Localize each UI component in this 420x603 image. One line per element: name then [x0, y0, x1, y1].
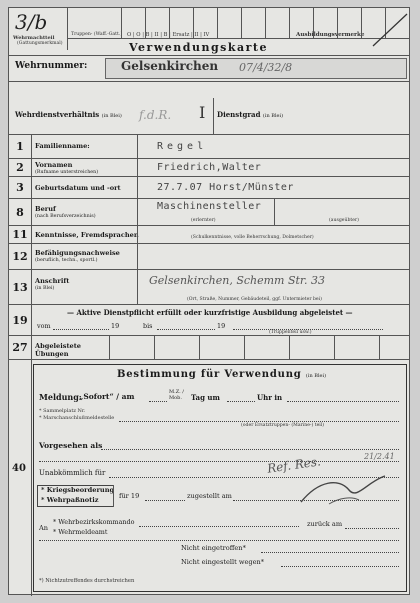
verwendungskarte: 3/b Wehrmachtteil (Gattungsmerkmal) Truppen- (Waff.-Gatt.) O | O | B | II | B | Ersatz | II | IV Ausbildungsvermerke Verwendungskarte Wehrnummer: Gelsenkirchen 07/4/32/8 Wehrdienstverhältnis (in Blei) f.d.R. I Dienstgrad (in Blei) 1 Familienname: Regel 2 Vornamen (Rufname unterstreichen) Friedrich,Walter 3 Geburtsdatum und -ort 27.7.07 Horst/Münster 8 Beruf (nach Berufsverzeichnis) Maschinensteller (erlernter) (ausgeübter) 11 Kenntnisse, Fremdsprachen (Schulkenntnisse, volle Beherrschung, Dolmetscher) 12 Befähigungsnachweise (beruflich, techn., sportl.) 13 Anschrift (in Blei) Gelsenkirchen, Schemm Str. 33 (Ort, Straße, Nummer, Gebäudeteil, ggf. Untermieter bei) 19 — Aktive Dienstpflicht erfüllt oder kurzfristige Ausbildung abgeleistet — vom 19 bis 19 (Truppenteil usw.) 27 Abgeleistete Übungen 40 Bestimmung für Verwendung (in Blei) Meldung: „Sofort“ / am M.Z. / Mob. Tag um Uhr in * Sammelplatz Nr. * Marschanschlußmeldestelle (oder Ersatztruppen- (Marine-) teil) Vorgesehen als Unabkömmlich für Ref. Res. 21/2.41 * Kriegsbeorderung * Wehrpaßnotiz für 19 zugestellt am An * Wehrbezirkskommando * Wehrmeldeamt zurück am Nicht eingetroffen* Nicht eingestellt wegen* *) Nichtzutreffendes durchstreichen: [8, 7, 410, 595]
row-kenntnisse: 11 Kenntnisse, Fremdsprachen (Schulkenntnisse, volle Beherrschung, Dolmetscher): [9, 226, 409, 244]
row-geburtsdatum: 3 Geburtsdatum und -ort 27.7.07 Horst/Münster: [9, 177, 409, 199]
row-anschrift: 13 Anschrift (in Blei) Gelsenkirchen, Schemm Str. 33 (Ort, Straße, Nummer, Gebäudeteil, ggf. Untermieter bei): [9, 270, 409, 305]
wehrnummer-value: Gelsenkirchen: [121, 59, 219, 73]
top-cells-codes: O | O | B | II | B | Ersatz | II | IV: [127, 32, 210, 38]
beruf-value: Maschinensteller: [157, 201, 262, 212]
vornamen-value: Friedrich,Walter: [157, 162, 262, 173]
top-boxes: [121, 8, 411, 38]
geburtsdatum-value: 27.7.07 Horst/Münster: [157, 182, 294, 193]
uk-hand-note: Ref. Res.: [266, 454, 322, 476]
ausbildung-label: Ausbildungsvermerke: [296, 32, 365, 38]
uk-hand-date: 21/2.41: [364, 452, 395, 461]
anschrift-hand: Gelsenkirchen, Schemm Str. 33: [149, 274, 325, 287]
row-uebungen: 27 Abgeleistete Übungen: [9, 336, 409, 360]
dienst-hand-note: f.d.R.: [139, 108, 172, 122]
card-title: Verwendungskarte: [129, 41, 268, 54]
row-beruf: 8 Beruf (nach Berufsverzeichnis) Maschinensteller (erlernter) (ausgeübter): [9, 199, 409, 226]
row-befaehigung: 12 Befähigungsnachweise (beruflich, techn., sportl.): [9, 244, 409, 270]
bestimmung-title: Bestimmung für Verwendung (in Blei): [117, 369, 327, 380]
wehrmachtteil-label: Wehrmachtteil: [13, 35, 55, 41]
dienst-hand-roman: I: [199, 103, 206, 122]
row-vornamen: 2 Vornamen (Rufname unterstreichen) Friedrich,Walter: [9, 159, 409, 177]
wehrnummer-label: Wehrnummer:: [15, 61, 88, 71]
familienname-value: Regel: [157, 141, 208, 152]
signature-stroke: [299, 470, 389, 510]
dienstverhaeltnis-label: Wehrdienstverhältnis (in Blei): [15, 110, 122, 119]
top-cells-label: Truppen- (Waff.-Gatt.): [71, 32, 123, 37]
corner-mark: 3/b: [15, 10, 48, 34]
wehrmachtteil-sub: (Gattungsmerkmal): [17, 41, 63, 46]
dienstgrad-label: Dienstgrad (in Blei): [217, 110, 284, 119]
diagonal-stroke: [369, 12, 409, 48]
row-dienstpflicht: 19 — Aktive Dienstpflicht erfüllt oder kurzfristige Ausbildung abgeleistet — vom 19 bis 19 (Truppenteil usw.): [9, 305, 409, 336]
footnote: *) Nichtzutreffendes durchstreichen: [39, 578, 135, 584]
row-40-number: 40: [12, 463, 26, 474]
row-familienname: 1 Familienname: Regel: [9, 134, 409, 159]
wehrnummer-code: 07/4/32/8: [239, 61, 293, 74]
